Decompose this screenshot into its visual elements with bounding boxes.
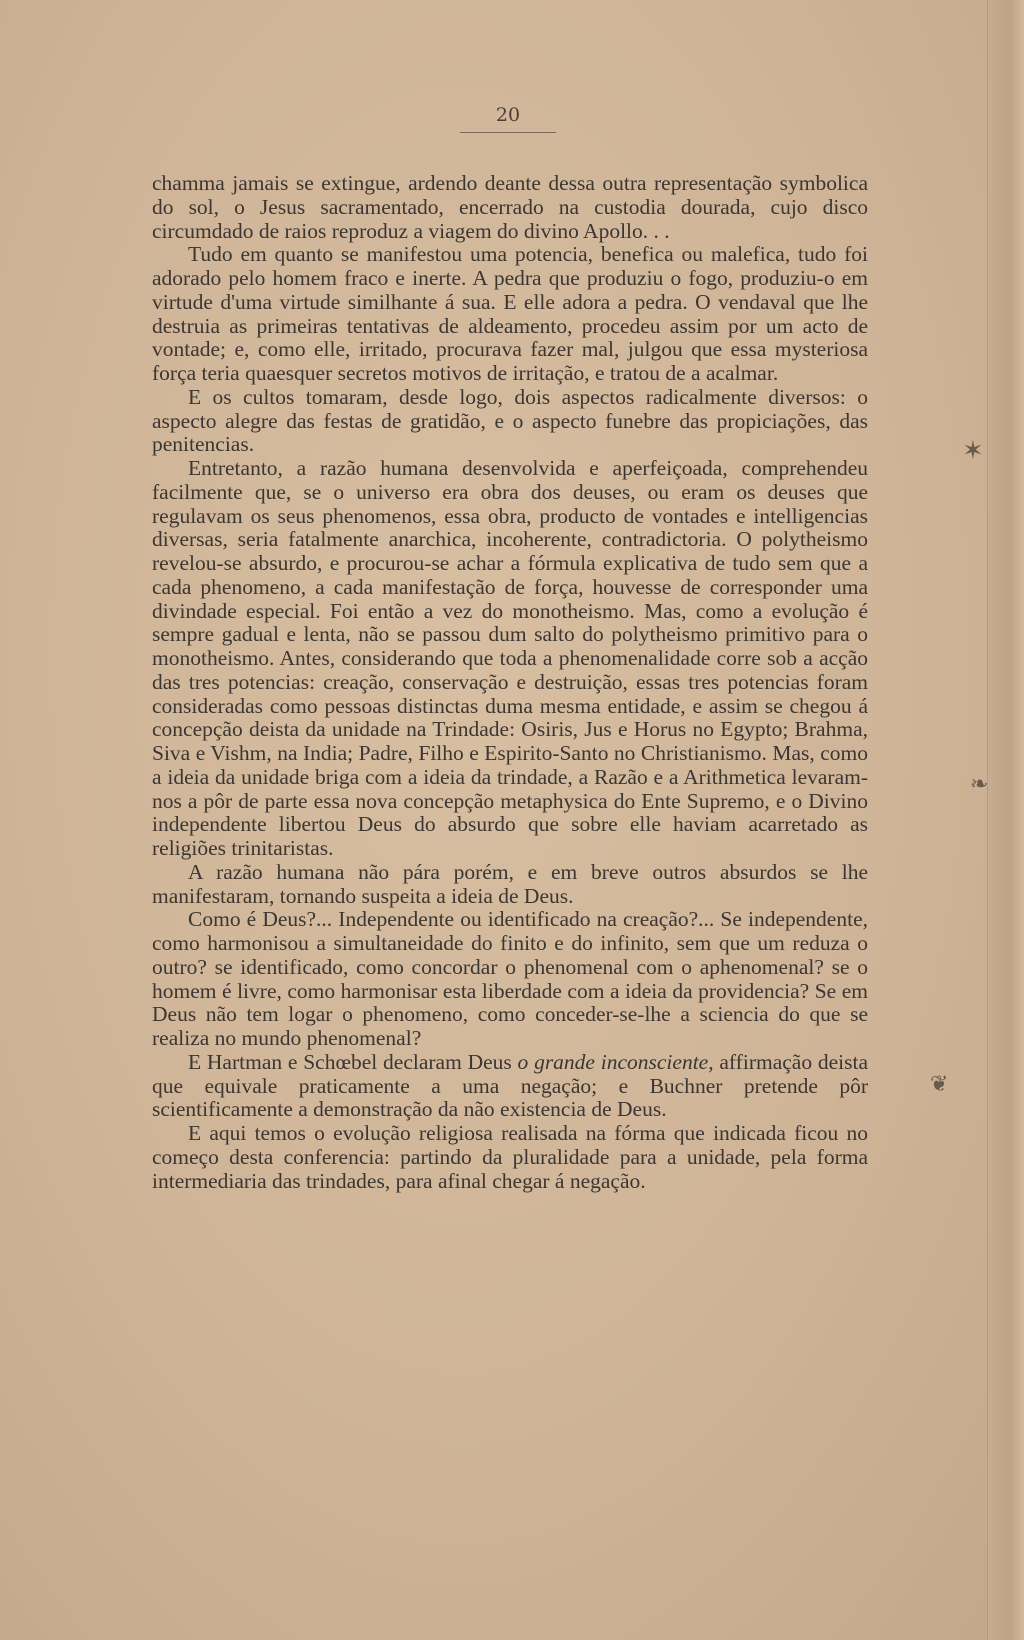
paragraph-text: E Hartman e Schœbel declaram Deus [188,1049,518,1074]
emphasis-text: o grande inconsciente, [517,1049,714,1074]
paragraph [152,1051,868,1122]
paragraph: E os cultos tomaram, desde logo, dois aspectos radicalmente diversos: o aspecto alegre das festas de gratidão, e o aspecto funebre das propiciações, das penitencias. [152,384,868,457]
page-edge [987,0,1024,1640]
margin-ornament-icon: ❦ [930,1072,949,1097]
paragraph: chamma jamais se extingue, ardendo deante dessa outra representação symbolica do sol, o Jesus sacramentado, encerrado na custodia dourada, cujo disco circumdado de raios reproduz a viagem do divino Apollo. . . [152,171,868,243]
paragraph: Tudo em quanto se manifestou uma potencia, benefica ou malefica, tudo foi adorado pelo homem fraco e inerte. A pedra que produziu o fogo, produziu-o em virtude d'uma virtude similhante á sua. E elle adora a pedra. O vendaval que lhe destruia as primeiras tentativas de aldeamento, procedeu assim por um acto de vontade; e, como elle, irritado, procurava fazer mal, julgou que essa mysteriosa força teria quaesquer secretos motivos de irritação, e tratou de a acalmar. [152,242,868,385]
paragraph: Como é Deus?... Independente ou identificado na creação?... Se independente, como harmonisou a simultaneidade do finito e do infinito, sem que um reduza o outro? se identificado, como concordar o phenomenal com o aphenomenal? se o homem é livre, como harmonisar esta liberdade com a ideia da providencia? Se em Deus não tem logar o phenomeno, como conceder-se-lhe a sciencia do que se realiza no mundo phenomenal? [152,907,868,1050]
body-text [152,172,868,1193]
margin-ornament-icon: ❧ [970,772,989,797]
paragraph-text: affirmação deista que equivale praticamente a uma negação; e Buchner pretende pôr scientificamente a demonstração da não existencia de Deus. [152,1049,868,1122]
paragraph: Entretanto, a razão humana desenvolvida e aperfeiçoada, comprehendeu facilmente que, se o universo era obra dos deuses, ou eram os deuses que regulavam os seus phenomenos, essa obra, producto de vontades e intelligencias diversas, seria fatalmente anarchica, incoherente, contradictoria. O polytheismo revelou-se absurdo, e procurou-se achar a fórmula explicativa de tudo sem que a cada phenomeno, a cada manifestação de força, houvesse de corresponder uma divindade especial. Foi então a vez do monotheismo. Mas, como a evolução é sempre gadual e lenta, não se passou dum salto do polytheismo primitivo para o monotheismo. Antes, considerando que toda a phenomenalidade corre sob a acção das tres potencias: creação, conservação e destruição, essas tres potencias foram consideradas como pessoas distinctas duma mesma entidade, e assim se chegou á concepção deista da unidade na Trindade: Osiris, Jus e Horus no Egypto; Brahma, Siva e Vishm, na India; Padre, Filho e Espirito-Santo no Christianismo. Mas, como a ideia da unidade briga com a ideia da trindade, a Razão e a Arithmetica levaram-nos a pôr de parte essa nova concepção metaphysica do Ente Supremo, e o Divino independente libertou Deus do absurdo que sobre elle haviam acarretado as religiões trinitaristas. [152,456,868,860]
paragraph: E aqui temos o evolução religiosa realisada na fórma que indicada ficou no começo desta conferencia: partindo da pluralidade para a unidade, pela forma intermediaria das trindades, para afinal chegar á negação. [152,1121,868,1193]
paragraph: A razão humana não pára porém, e em breve outros absurdos se lhe manifestaram, tornando suspeita a ideia de Deus. [152,859,868,908]
margin-ornament-icon: ✶ [962,436,984,466]
page-number: 20 [460,104,556,133]
